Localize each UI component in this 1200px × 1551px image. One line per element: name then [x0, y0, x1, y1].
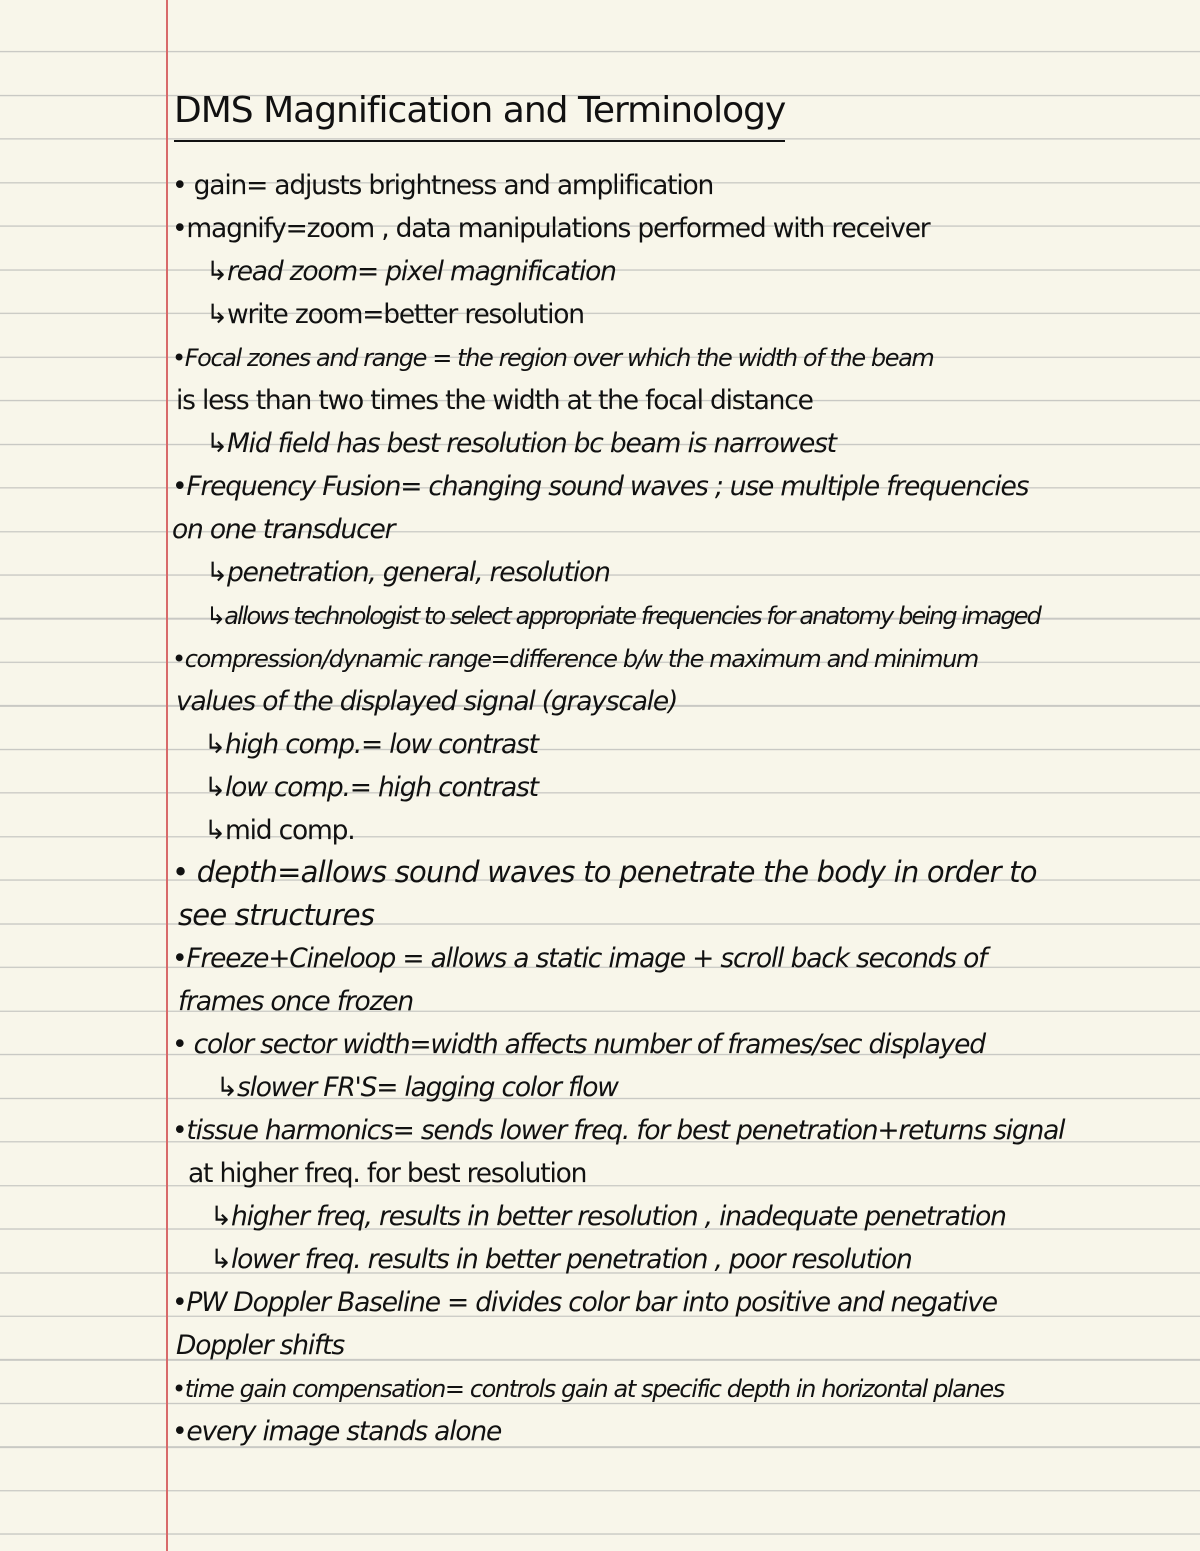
note-subline: ↳write zoom=better resolution: [206, 299, 584, 330]
note-line: •tissue harmonics= sends lower freq. for best penetration+returns signal: [172, 1115, 1065, 1146]
page-title: DMS Magnification and Terminology: [174, 86, 785, 142]
note-line: • gain= adjusts brightness and amplification: [172, 170, 714, 201]
note-line: • color sector width=width affects number of frames/sec displayed: [172, 1029, 985, 1060]
note-subline: ↳higher freq, results in better resolution , inadequate penetration: [210, 1201, 1006, 1232]
note-subline: ↳high comp.= low contrast: [204, 729, 538, 760]
note-line: see structures: [178, 898, 375, 932]
note-subline: ↳read zoom= pixel magnification: [206, 256, 616, 287]
note-line: •Focal zones and range = the region over which the width of the beam: [172, 344, 934, 372]
note-line: •magnify=zoom , data manipulations performed with receiver: [172, 213, 930, 244]
note-line: Doppler shifts: [176, 1330, 344, 1361]
note-line: •Frequency Fusion= changing sound waves ; use multiple frequencies: [172, 471, 1029, 502]
note-line: •compression/dynamic range=difference b/w the maximum and minimum: [172, 645, 978, 673]
note-line: •time gain compensation= controls gain at specific depth in horizontal planes: [172, 1375, 1004, 1403]
note-subline: ↳low comp.= high contrast: [204, 772, 538, 803]
note-line: •Freeze+Cineloop = allows a static image + scroll back seconds of: [172, 943, 987, 974]
note-subline: ↳mid comp.: [204, 815, 355, 846]
note-line: frames once frozen: [178, 986, 413, 1017]
note-subline: ↳lower freq. results in better penetration , poor resolution: [210, 1244, 912, 1275]
note-line: •every image stands alone: [172, 1416, 502, 1447]
note-line: • depth=allows sound waves to penetrate the body in order to: [172, 855, 1037, 889]
note-subline: ↳Mid field has best resolution bc beam is narrowest: [206, 428, 836, 459]
note-line: •PW Doppler Baseline = divides color bar into positive and negative: [172, 1287, 997, 1318]
note-line: at higher freq. for best resolution: [188, 1158, 587, 1189]
note-subline: ↳slower FR'S= lagging color flow: [216, 1072, 618, 1103]
note-subline: ↳penetration, general, resolution: [206, 557, 610, 588]
note-line: on one transducer: [172, 514, 395, 545]
note-line: is less than two times the width at the focal distance: [176, 385, 813, 416]
note-subline: ↳allows technologist to select appropriate frequencies for anatomy being imaged: [206, 602, 1040, 630]
note-line: values of the displayed signal (grayscale): [176, 686, 678, 717]
